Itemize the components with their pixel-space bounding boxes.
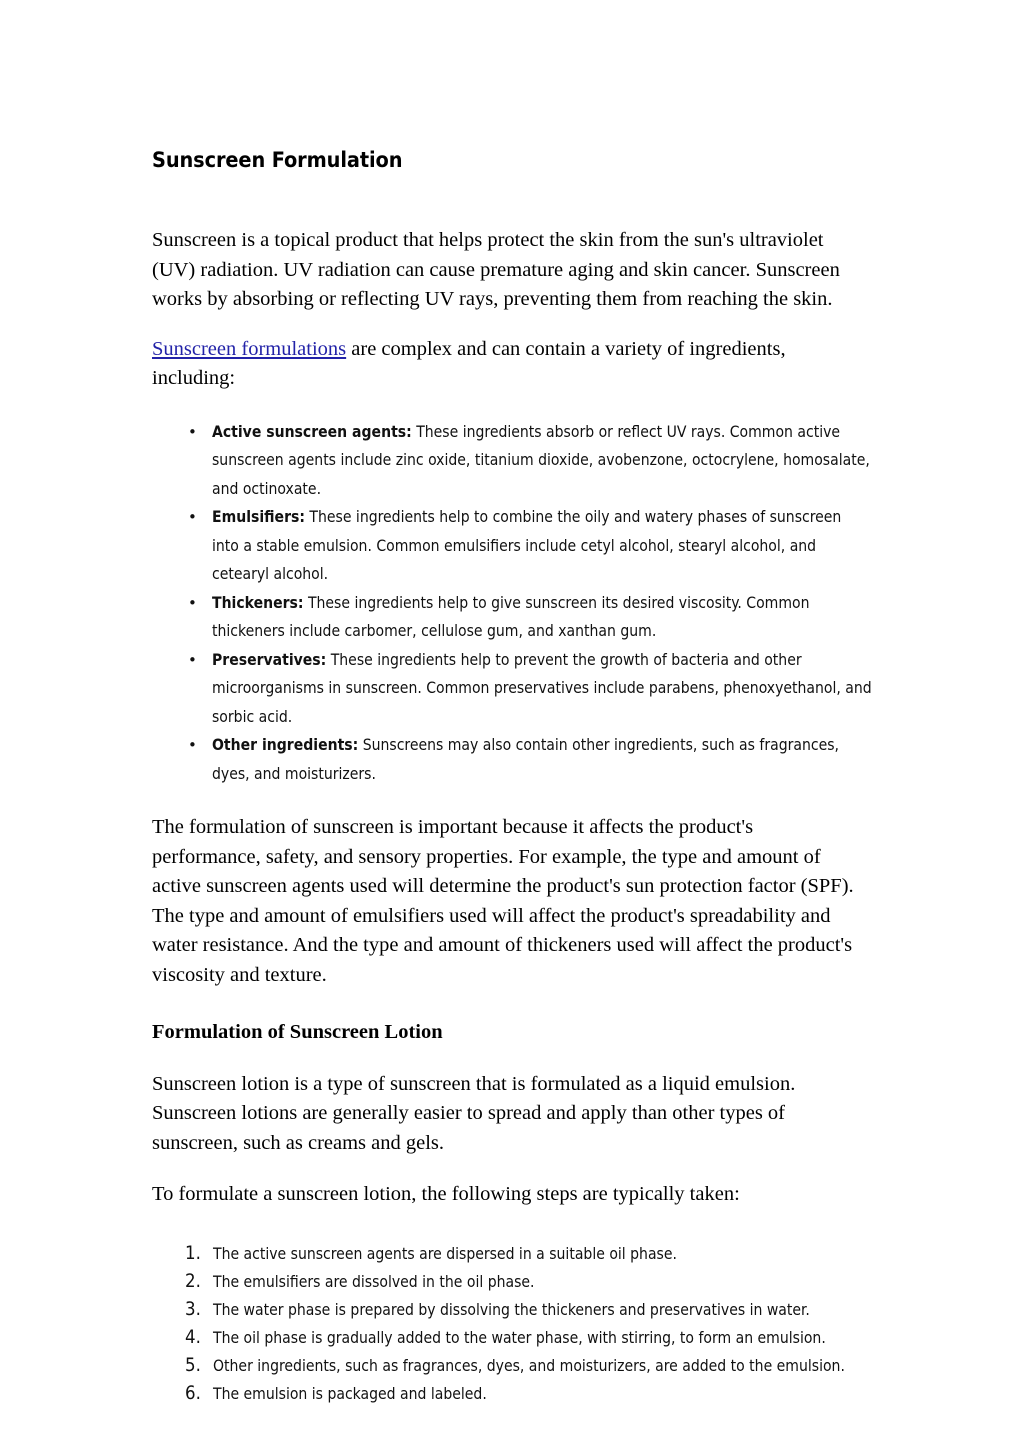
list-item-text: The active sunscreen agents are dispersed in a suitable oil phase. — [213, 1244, 677, 1263]
ordered-marker: 4. — [185, 1326, 201, 1348]
paragraph-intro: Sunscreen is a topical product that helps protect the skin from the sun's ultraviolet (UV) radiation. UV radiation can cause premature aging and skin cancer. Sunscreen works by absorbing or reflecting UV rays, preventing them from reaching the skin. — [152, 229, 840, 310]
paragraph-formulations-link-tail: are complex and can contain a variety of ingredients, including: — [152, 337, 786, 389]
bullet-icon: • — [188, 593, 197, 612]
formulation-steps-list — [152, 1240, 872, 1408]
list-item-lead: Emulsifiers: — [212, 508, 305, 526]
list-item — [152, 503, 872, 589]
list-item-text: These ingredients help to give sunscreen its desired viscosity. Common thickeners include carbomer, cellulose gum, and xanthan gum. — [212, 593, 810, 640]
ingredients-bullet-list — [152, 418, 872, 789]
section-heading-lotion: Formulation of Sunscreen Lotion — [152, 1021, 443, 1043]
paragraph-lotion-description: Sunscreen lotion is a type of sunscreen that is formulated as a liquid emulsion. Sunscreen lotions are generally easier to spread and apply than other types of sunscreen, such as creams and gels. — [152, 1072, 796, 1154]
list-item — [152, 1324, 893, 1352]
bullet-icon: • — [188, 736, 197, 754]
paragraph-steps-intro: To formulate a sunscreen lotion, the following steps are typically taken: — [152, 1183, 740, 1205]
ordered-marker: 2. — [185, 1270, 201, 1292]
list-item-text: The water phase is prepared by dissolving the thickeners and preservatives in water. — [213, 1300, 810, 1319]
list-item — [152, 1352, 893, 1380]
list-item-text: The emulsifiers are dissolved in the oil phase. — [213, 1272, 535, 1291]
list-item-lead: Other ingredients: — [212, 736, 359, 754]
list-item — [152, 646, 872, 732]
list-item-text: These ingredients help to prevent the growth of bacteria and other microorganisms in sunscreen. Common preservatives include parabens, phenoxyethanol, and sorbic acid. — [212, 650, 872, 726]
list-item-lead: Preservatives: — [212, 650, 327, 669]
list-item-text: The oil phase is gradually added to the water phase, with stirring, to form an emulsion. — [213, 1328, 826, 1347]
ordered-marker: 5. — [185, 1354, 201, 1376]
sunscreen-formulations-link[interactable]: Sunscreen formulations — [152, 337, 347, 360]
list-item — [152, 1380, 893, 1408]
list-item-text: The emulsion is packaged and labeled. — [213, 1384, 487, 1403]
bullet-icon: • — [188, 508, 197, 526]
list-item-text: Other ingredients, such as fragrances, dyes, and moisturizers, are added to the emulsion. — [213, 1356, 845, 1375]
ordered-marker: 3. — [185, 1298, 201, 1320]
list-item — [152, 1296, 893, 1324]
list-item-text: These ingredients help to combine the oily and watery phases of sunscreen into a stable emulsion. Common emulsifiers include cetyl alcohol, stearyl alcohol, and cetearyl alcohol. — [212, 508, 842, 583]
ordered-marker: 6. — [185, 1382, 201, 1404]
bullet-icon: • — [188, 650, 197, 669]
bullet-icon: • — [188, 422, 197, 441]
document-body — [152, 146, 872, 1408]
list-item — [152, 1240, 893, 1268]
list-item — [152, 589, 872, 646]
page-title: Sunscreen Formulation — [152, 148, 403, 173]
paragraph-importance: The formulation of sunscreen is important because it affects the product's performance, safety, and sensory properties. For example, the type and amount of active sunscreen agents used will determine the product's sun protection factor (SPF). The type and amount of emulsifiers used will affect the product's spreadability and water resistance. And the type and amount of thickeners used will affect the product's viscosity and texture. — [152, 816, 854, 986]
list-item-text: These ingredients absorb or reflect UV rays. Common active sunscreen agents include zinc oxide, titanium dioxide, avobenzone, octocrylene, homosalate, and octinoxate. — [212, 422, 870, 498]
ordered-marker: 1. — [185, 1242, 201, 1264]
list-item — [152, 731, 872, 788]
list-item — [152, 1268, 893, 1296]
list-item — [152, 418, 872, 504]
paragraph-formulations-link — [152, 335, 812, 394]
list-item-lead: Active sunscreen agents: — [212, 422, 412, 441]
list-item-text: Sunscreens may also contain other ingredients, such as fragrances, dyes, and moisturizers. — [212, 736, 839, 783]
list-item-lead: Thickeners: — [212, 593, 304, 612]
